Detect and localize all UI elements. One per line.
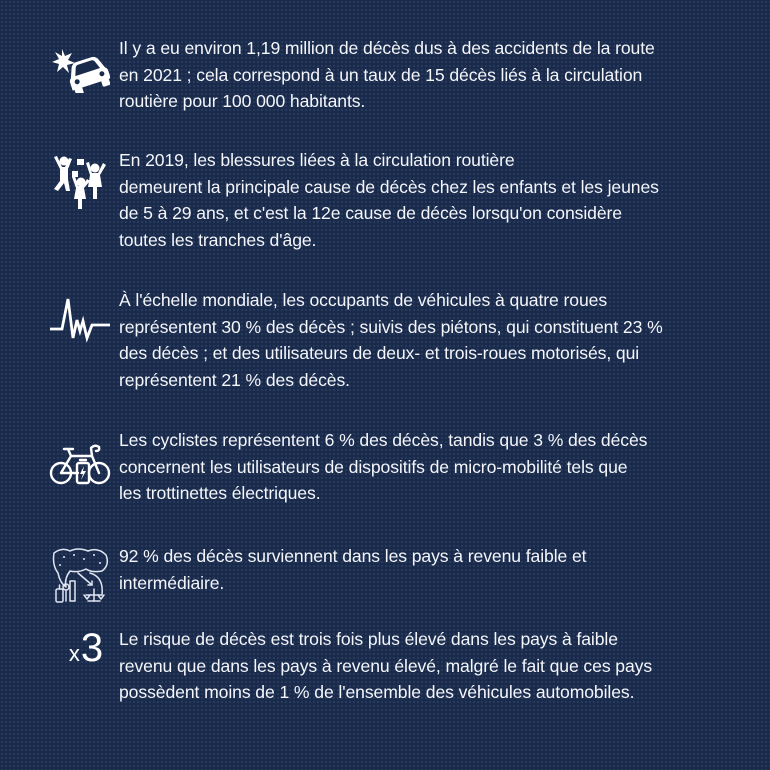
times-number: 3 <box>80 626 104 670</box>
fact-line: possèdent moins de 1 % de l'ensemble des véhicules automobiles. <box>119 682 635 703</box>
fact-line: intermédiaire. <box>119 572 225 593</box>
fact-line: routière pour 100 000 habitants. <box>119 91 366 112</box>
fact-line: toutes les tranches d'âge. <box>119 229 317 250</box>
fact-line: en 2021 ; cela correspond à un taux de 15 décès liés à la circulation <box>119 64 643 85</box>
electric-bicycle-icon <box>48 432 112 496</box>
car-crash-icon <box>48 36 112 100</box>
fact-line: 92 % des décès surviennent dans les pays à revenu faible et <box>119 546 587 566</box>
children-playing-icon <box>48 150 112 214</box>
heartbeat-pulse-icon <box>48 290 112 354</box>
times-prefix: x <box>68 641 80 666</box>
fact-line: représentent 21 % des décès. <box>119 369 350 390</box>
fact-line: Les cyclistes représentent 6 % des décès, tandis que 3 % des décès <box>119 430 648 450</box>
fact-line: de 5 à 29 ans, et c'est la 12e cause de décès lorsqu'on considère <box>119 203 622 224</box>
fact-line: concernent les utilisateurs de dispositifs de micro-mobilité tels que <box>119 456 628 477</box>
fact-line: revenu que dans les pays à revenu élevé, malgré le fait que ces pays <box>119 655 653 676</box>
fact-line: les trottinettes électriques. <box>119 483 321 504</box>
fact-line: En 2019, les blessures liées à la circulation routière <box>119 150 515 170</box>
fact-line: À l'échelle mondiale, les occupants de véhicules à quatre roues <box>119 290 608 310</box>
fact-line: représentent 30 % des décès ; suivis des piétons, qui constituent 23 % <box>119 316 663 337</box>
fact-line: Il y a eu environ 1,19 million de décès dus à des accidents de la route <box>119 38 655 58</box>
times-three-icon <box>54 628 118 692</box>
fact-line: Le risque de décès est trois fois plus élevé dans les pays à faible <box>119 629 618 649</box>
fact-line: demeurent la principale cause de décès chez les enfants et les jeunes <box>119 176 659 197</box>
world-income-inequality-icon <box>48 543 112 607</box>
fact-line: des décès ; et des utilisateurs de deux- et trois-roues motorisés, qui <box>119 343 640 364</box>
